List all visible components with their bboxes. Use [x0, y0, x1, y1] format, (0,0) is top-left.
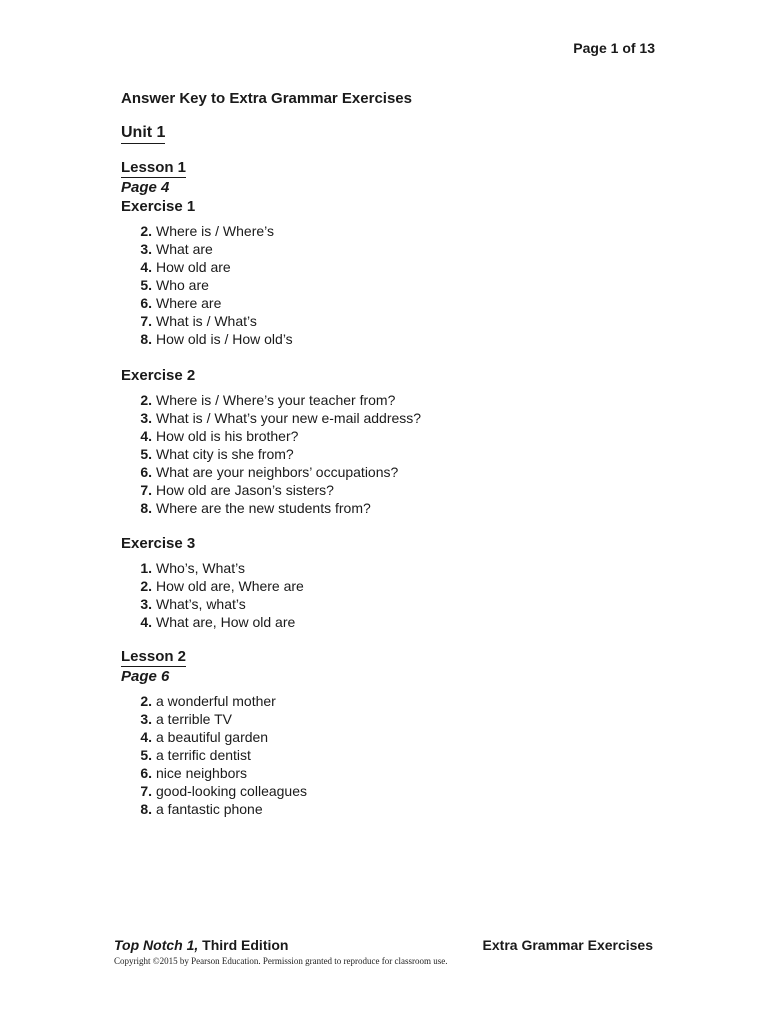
item-number: 5. [140, 277, 152, 293]
list-item [135, 427, 421, 445]
footer-book-info [114, 937, 288, 953]
list-item [135, 559, 304, 577]
item-number: 4. [140, 729, 152, 745]
list-item [135, 800, 307, 818]
list-item [135, 728, 307, 746]
list-item [135, 463, 421, 481]
item-text: nice neighbors [156, 765, 248, 781]
item-text: Where are the new students from? [156, 500, 371, 516]
item-number: 8. [140, 500, 152, 516]
lesson-2-page-ref: Page 6 [121, 668, 170, 685]
list-item [135, 499, 421, 517]
footer-copyright: Copyright ©2015 by Pearson Education. Permission granted to reproduce for classroom use. [114, 956, 448, 966]
item-text: a terrible TV [156, 711, 232, 727]
item-text: a fantastic phone [156, 801, 263, 817]
lesson-1-page-ref: Page 4 [121, 179, 170, 196]
list-item [135, 595, 304, 613]
list-item [135, 445, 421, 463]
item-text: Where is / Where’s [156, 223, 274, 239]
item-number: 7. [140, 783, 152, 799]
list-item [135, 240, 293, 258]
page-number: Page 1 of 13 [573, 40, 655, 56]
lesson-1-heading: Lesson 1 [121, 159, 187, 176]
list-item [135, 276, 293, 294]
item-text: What city is she from? [156, 446, 294, 462]
item-number: 4. [140, 614, 152, 630]
footer-edition: Third Edition [202, 937, 289, 953]
list-item [135, 294, 293, 312]
item-number: 7. [140, 313, 152, 329]
list-item [135, 782, 307, 800]
exercise-1-list [135, 222, 293, 348]
item-text: a terrific dentist [156, 747, 251, 763]
list-item [135, 613, 304, 631]
list-item [135, 764, 307, 782]
item-number: 2. [140, 578, 152, 594]
document-title: Answer Key to Extra Grammar Exercises [121, 90, 412, 107]
item-text: How old is his brother? [156, 428, 299, 444]
lesson-2-heading: Lesson 2 [121, 648, 187, 665]
item-number: 8. [140, 331, 152, 347]
item-number: 2. [140, 693, 152, 709]
item-text: What is / What’s [156, 313, 257, 329]
item-number: 6. [140, 464, 152, 480]
exercise-2-list [135, 391, 421, 517]
item-number: 7. [140, 482, 152, 498]
item-text: What is / What’s your new e-mail address? [156, 410, 422, 426]
item-number: 3. [140, 711, 152, 727]
item-number: 2. [140, 223, 152, 239]
item-text: Who are [156, 277, 209, 293]
exercise-3-heading: Exercise 3 [121, 535, 196, 552]
list-item [135, 222, 293, 240]
item-number: 4. [140, 259, 152, 275]
item-text: What are, How old are [156, 614, 296, 630]
list-item [135, 710, 307, 728]
item-number: 5. [140, 446, 152, 462]
item-text: Who’s, What’s [156, 560, 245, 576]
item-text: What’s, what’s [156, 596, 246, 612]
exercise-2-heading: Exercise 2 [121, 367, 196, 384]
item-text: Where is / Where’s your teacher from? [156, 392, 396, 408]
item-number: 6. [140, 765, 152, 781]
item-text: How old are Jason’s sisters? [156, 482, 334, 498]
list-item [135, 312, 293, 330]
list-item [135, 692, 307, 710]
exercise-1-heading: Exercise 1 [121, 198, 196, 215]
item-number: 3. [140, 596, 152, 612]
item-text: What are [156, 241, 213, 257]
exercise-3-list [135, 559, 304, 631]
item-text: How old is / How old’s [156, 331, 293, 347]
footer-section-title: Extra Grammar Exercises [482, 937, 653, 953]
item-number: 4. [140, 428, 152, 444]
item-number: 3. [140, 410, 152, 426]
footer-book-title: Top Notch 1, [114, 937, 199, 953]
item-text: a wonderful mother [156, 693, 276, 709]
item-text: What are your neighbors’ occupations? [156, 464, 399, 480]
lesson-2-list [135, 692, 307, 818]
item-text: How old are, Where are [156, 578, 304, 594]
item-number: 8. [140, 801, 152, 817]
list-item [135, 330, 293, 348]
list-item [135, 746, 307, 764]
item-number: 6. [140, 295, 152, 311]
item-number: 3. [140, 241, 152, 257]
item-number: 1. [140, 560, 152, 576]
list-item [135, 391, 421, 409]
item-text: How old are [156, 259, 231, 275]
list-item [135, 577, 304, 595]
list-item [135, 258, 293, 276]
list-item [135, 481, 421, 499]
item-number: 5. [140, 747, 152, 763]
list-item [135, 409, 421, 427]
item-text: good-looking colleagues [156, 783, 307, 799]
unit-heading: Unit 1 [121, 124, 165, 144]
item-number: 2. [140, 392, 152, 408]
item-text: a beautiful garden [156, 729, 269, 745]
item-text: Where are [156, 295, 222, 311]
